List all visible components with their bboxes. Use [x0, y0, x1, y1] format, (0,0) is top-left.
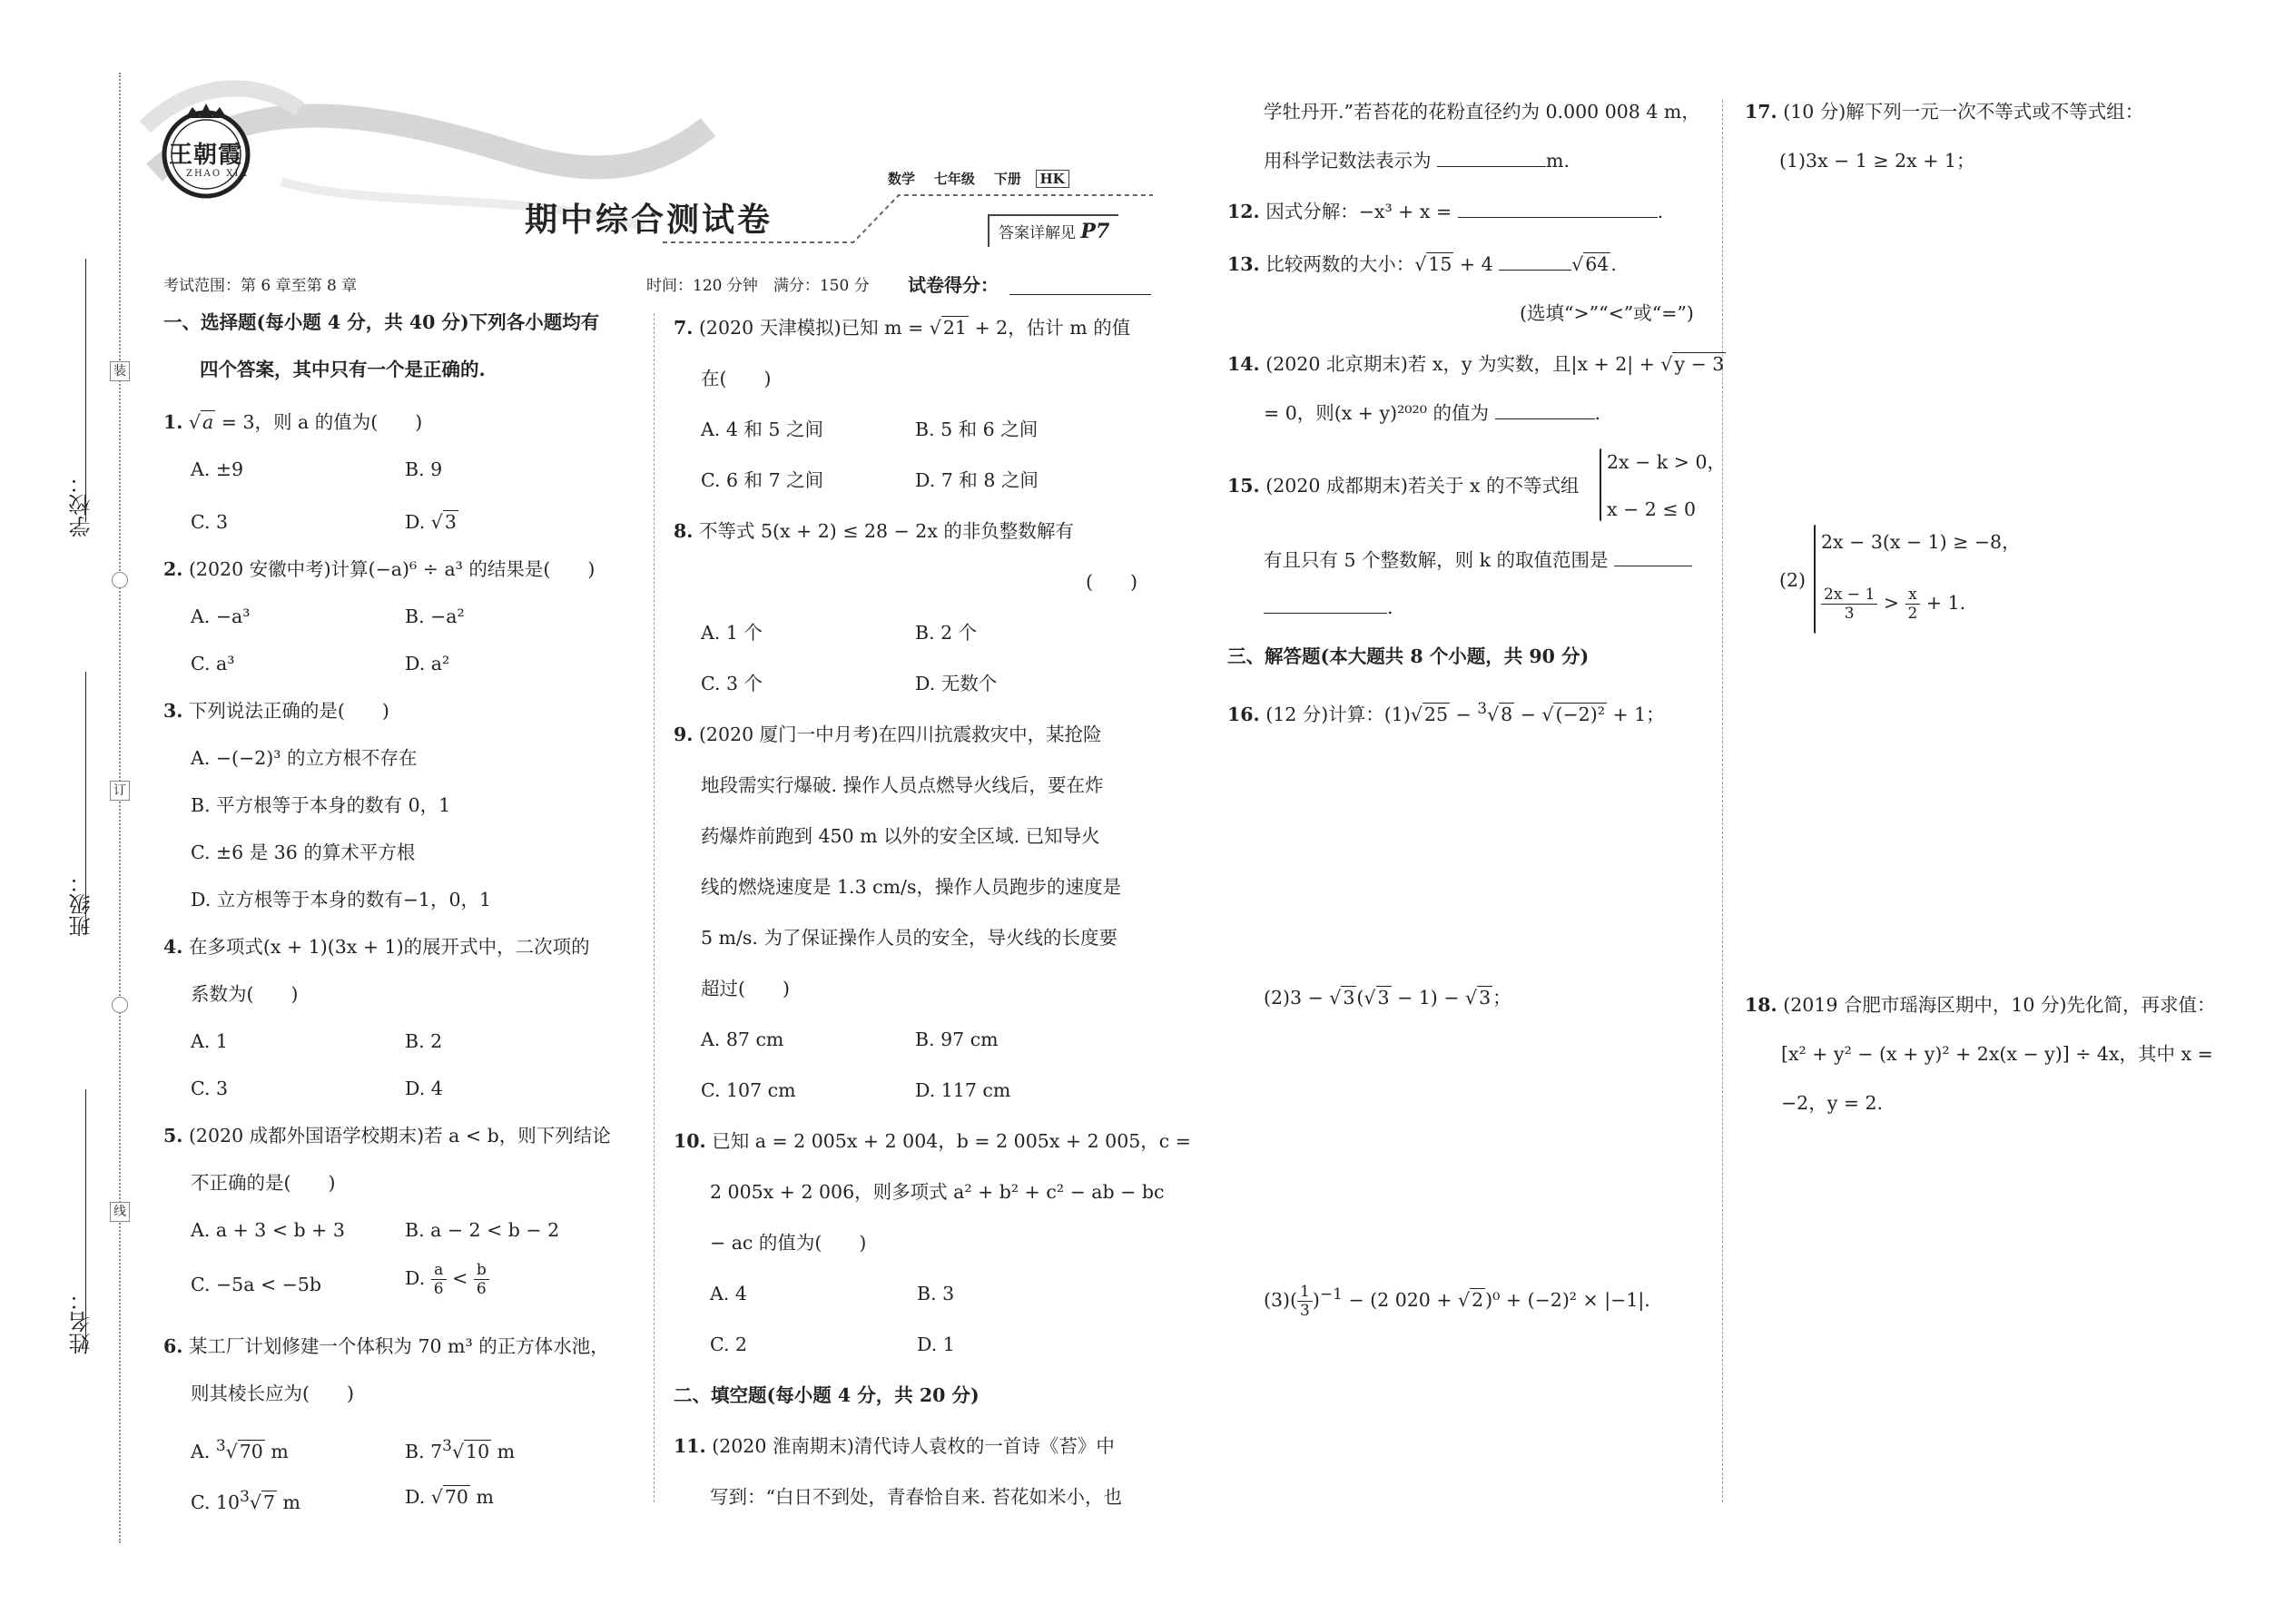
question-4: [163, 935, 590, 959]
q17-inequality-1: 2x − 3(x − 1) ≥ −8，: [1821, 531, 2021, 553]
answer-reference: [988, 214, 1118, 247]
q12-number: 12.: [1227, 201, 1260, 222]
q15-text-cont-2: [1264, 595, 1393, 619]
q14-number: 14.: [1227, 353, 1260, 375]
q11-text-line: 写到：“白日不到处，青春恰自来. 苔花如米小，也: [710, 1486, 1123, 1508]
q9-text-line: 超过( ): [701, 978, 790, 999]
q4-text: 在多项式(x + 1)(3x + 1)的展开式中，二次项的: [188, 936, 590, 958]
q8-option-d[interactable]: D. 无数个: [915, 673, 998, 694]
q16-p3-den: 3: [1300, 1301, 1310, 1320]
q16-p1-index: 3: [1477, 700, 1488, 718]
q5-d-num2: b: [474, 1261, 489, 1280]
question-10: [674, 1129, 1191, 1153]
name-label: 姓名：: [69, 1289, 94, 1354]
q6-number: 6.: [163, 1335, 183, 1357]
q16-p1-minus: −: [1450, 703, 1478, 725]
q9-text-line: (2020 厦门一中月考)在四川抗震救灾中，某抢险: [698, 723, 1102, 745]
q10-number: 10.: [674, 1130, 706, 1152]
q16-p2-paren: (: [1356, 987, 1364, 1009]
q16-p3-label: (3): [1264, 1288, 1291, 1311]
q13-mid: + 4: [1453, 253, 1493, 275]
logo-text: 王朝霞: [169, 142, 243, 169]
q6-option-d[interactable]: D. √70 m: [405, 1486, 494, 1508]
time-score: 时间：120 分钟 满分：150 分: [646, 277, 870, 295]
q11-answer-blank[interactable]: [1437, 166, 1546, 167]
q7-text: (2020 天津模拟)已知 m =: [698, 317, 930, 339]
q15-inequality-2: x − 2 ≤ 0: [1607, 498, 1697, 520]
q6-b-index: 3: [442, 1437, 452, 1455]
q7-option-c[interactable]: C. 6 和 7 之间: [701, 469, 824, 491]
q16-p1-label: (12 分)计算：(1): [1265, 703, 1411, 725]
q18-number: 18.: [1745, 994, 1777, 1016]
seal-circle-2: [112, 997, 128, 1013]
q7-number: 7.: [674, 317, 694, 339]
q6-a-unit: m: [264, 1440, 289, 1462]
binding-line: [119, 73, 121, 1543]
q1-text: = 3，则 a 的值为( ): [215, 411, 423, 433]
q6-a-index: 3: [215, 1437, 226, 1455]
q4-option-b[interactable]: B. 2: [405, 1030, 443, 1052]
q8-option-c[interactable]: C. 3 个: [701, 673, 763, 694]
section-3-heading: 三、解答题(本大题共 8 个小题，共 90 分): [1227, 645, 1590, 667]
q4-option-c[interactable]: C. 3: [191, 1078, 229, 1099]
q2-option-c[interactable]: C. a³: [191, 653, 235, 674]
q10-text-line: − ac 的值为( ): [710, 1232, 867, 1254]
q13-radicand-2: 64: [1585, 253, 1610, 275]
q9-number: 9.: [674, 723, 694, 745]
q8-option-a[interactable]: A. 1 个: [701, 622, 763, 644]
q12-text: 因式分解：−x³ + x =: [1265, 201, 1452, 222]
q13-radicand-1: 15: [1428, 253, 1452, 275]
q16-p2-rad2: 3: [1377, 987, 1390, 1009]
q7-text-cont: 在( ): [701, 368, 772, 389]
q4-text-cont: 系数为( ): [191, 983, 299, 1005]
seal-mark-3: 线: [110, 1202, 130, 1222]
question-18: [1745, 993, 2216, 1017]
q6-text: 某工厂计划修建一个体积为 70 m³ 的正方体水池，: [188, 1335, 609, 1357]
q17-num2: x: [1905, 586, 1921, 605]
q2-option-b[interactable]: B. −a²: [405, 605, 465, 627]
q14-text-cont: [1264, 401, 1600, 425]
seal-mark-1: 装: [110, 361, 130, 381]
q13-number: 13.: [1227, 253, 1260, 275]
q8-option-b[interactable]: B. 2 个: [915, 622, 978, 644]
q16-p1-end: + 1；: [1606, 703, 1665, 725]
q13-text: 比较两数的大小：: [1265, 253, 1415, 275]
q5-option-a[interactable]: A. a + 3 < b + 3: [191, 1219, 345, 1241]
q5-option-c[interactable]: C. −5a < −5b: [191, 1274, 321, 1295]
q6-b-unit: m: [491, 1440, 516, 1462]
q17-brace: [1814, 525, 1816, 634]
q6-b-radicand: 10: [466, 1440, 490, 1462]
q10-option-a[interactable]: A. 4: [710, 1283, 747, 1304]
school-label: 学校：: [69, 472, 94, 537]
q8-number: 8.: [674, 520, 694, 542]
q17-part-1: (1)3x − 1 ≥ 2x + 1；: [1779, 150, 1975, 172]
q1-option-d[interactable]: D. √3: [405, 511, 457, 533]
q5-number: 5.: [163, 1125, 183, 1147]
q10-option-b[interactable]: B. 3: [917, 1283, 955, 1304]
seal-circle-1: [112, 572, 128, 588]
q8-paren: ( ): [1086, 571, 1137, 593]
q5-option-d[interactable]: [405, 1260, 489, 1298]
score-label: 试卷得分：: [908, 274, 999, 296]
q15-text-b: 有且只有 5 个整数解，则 k 的取值范围是: [1264, 549, 1609, 571]
q17-gt: >: [1883, 592, 1899, 614]
question-11: [674, 1434, 1115, 1458]
q6-d-label: D.: [405, 1486, 431, 1508]
q5-text-cont: 不正确的是( ): [191, 1172, 336, 1194]
question-13: 13. 比较两数的大小：√15 + 4 √64.: [1227, 253, 1617, 275]
q12-end: .: [1657, 201, 1664, 222]
q7-option-d[interactable]: D. 7 和 8 之间: [915, 469, 1039, 491]
question-9: [674, 723, 1102, 746]
q11-text-line: 用科学记数法表示为: [1264, 150, 1432, 172]
q9-option-c[interactable]: C. 107 cm: [701, 1079, 796, 1101]
q17-text: (10 分)解下列一元一次不等式或不等式组：: [1783, 101, 2144, 123]
q10-option-d[interactable]: D. 1: [917, 1334, 955, 1355]
q16-p2-end: ；: [1492, 987, 1511, 1009]
q4-number: 4.: [163, 936, 183, 958]
q3-number: 3.: [163, 700, 183, 722]
q5-d-den1: 6: [433, 1280, 444, 1298]
q16-p1-rad2: 8: [1501, 703, 1513, 725]
q6-d-radicand: 70: [444, 1486, 468, 1508]
q9-text-line: 线的燃烧速度是 1.3 cm/s，操作人员跑步的速度是: [701, 876, 1121, 898]
question-16-part-1: 16. (12 分)计算：(1)√25 − $^3$√8 − √(−2)² + 1；: [1227, 700, 1665, 725]
q13-answer-blank[interactable]: [1499, 270, 1571, 271]
q9-text-line: 5 m/s. 为了保证操作人员的安全，导火线的长度要: [701, 927, 1117, 949]
q10-option-c[interactable]: C. 2: [710, 1334, 748, 1355]
q16-p2-mid: − 1) −: [1391, 987, 1466, 1009]
column-separator-2: [1722, 100, 1723, 1502]
q2-text: (2020 安徽中考)计算(−a)⁶ ÷ a³ 的结果是( ): [188, 558, 596, 580]
q16-p3-exp: −1: [1319, 1285, 1343, 1304]
q2-number: 2.: [163, 558, 183, 580]
school-line[interactable]: [85, 259, 86, 522]
q11-text-line: 学牡丹开.”若苔花的花粉直径约为 0.000 008 4 m，: [1264, 101, 1700, 123]
q6-d-unit: m: [469, 1486, 494, 1508]
question-3: [163, 699, 389, 723]
q11-unit: m.: [1546, 150, 1570, 172]
question-14: 14. (2020 北京期末)若 x，y 为实数，且|x + 2| + √y − 3: [1227, 353, 1725, 375]
page-title: 期中综合测试卷: [525, 201, 773, 239]
q1-d-radicand: 3: [444, 511, 457, 533]
answer-ref-label: 答案详解见: [999, 224, 1076, 242]
q15-end: .: [1387, 596, 1393, 618]
q1-option-a[interactable]: A. ±9: [191, 458, 244, 480]
q2-option-a[interactable]: A. −a³: [191, 605, 251, 627]
q5-text: (2020 成都外国语学校期末)若 a < b，则下列结论: [188, 1125, 611, 1147]
q16-number: 16.: [1227, 703, 1260, 725]
q6-option-a[interactable]: A. $^3$√70 m: [191, 1437, 289, 1462]
q4-option-d[interactable]: D. 4: [405, 1078, 443, 1099]
q6-b-label: B. 7: [405, 1440, 443, 1462]
q15-text: (2020 成都期末)若关于 x 的不等式组: [1265, 475, 1580, 497]
q6-c-radicand: 7: [262, 1491, 276, 1513]
q6-a-radicand: 70: [239, 1440, 263, 1462]
q17-number: 17.: [1745, 101, 1777, 123]
question-16-part-3: (3)( $\frac{1}{3}$ )$^{-1}$ − (2 020 + √2)⁰ + (−2)² × |−1|.: [1264, 1282, 1650, 1320]
q16-p3-mid: − (2 020 +: [1342, 1288, 1459, 1311]
q1-number: 1.: [163, 411, 183, 433]
class-label: 班级：: [69, 871, 94, 937]
q13-end: .: [1610, 253, 1617, 275]
q3-option-c[interactable]: C. ±6 是 36 的算术平方根: [191, 842, 416, 863]
tag-subject: 数学: [888, 171, 916, 187]
q15-inequality-1: 2x − k > 0，: [1607, 451, 1726, 473]
tag-volume: 下册: [993, 171, 1021, 187]
q17-den1: 3: [1844, 605, 1855, 623]
q14-radicand: y − 3: [1674, 353, 1725, 375]
logo-subtext: ZHAO XIA: [186, 169, 249, 179]
q5-d-num1: a: [431, 1261, 447, 1280]
q5-option-b[interactable]: B. a − 2 < b − 2: [405, 1219, 560, 1241]
q17-tail: + 1.: [1925, 592, 1966, 614]
q3-text: 下列说法正确的是( ): [188, 700, 389, 722]
q7-option-a[interactable]: A. 4 和 5 之间: [701, 418, 823, 440]
q16-p1-minus2: −: [1514, 703, 1542, 725]
q10-text-line: 已知 a = 2 005x + 2 004，b = 2 005x + 2 005，c =: [712, 1130, 1191, 1152]
q6-c-label: C. 10: [191, 1491, 241, 1513]
q9-option-d[interactable]: D. 117 cm: [915, 1079, 1011, 1101]
q12-answer-blank[interactable]: [1458, 217, 1658, 218]
q17-part-2-label: (2): [1779, 569, 1807, 591]
section-2-heading: 二、填空题(每小题 4 分，共 20 分): [674, 1384, 980, 1406]
q13-hint: (选填“>”“<”或“=”): [1520, 302, 1694, 324]
q9-text-line: 地段需实行爆破. 操作人员点燃导火线后，要在炸: [701, 774, 1104, 796]
q2-option-d[interactable]: D. a²: [405, 653, 450, 674]
question-12: [1227, 200, 1663, 223]
q7-option-b[interactable]: B. 5 和 6 之间: [915, 418, 1039, 440]
q16-p3-num: 1: [1297, 1283, 1313, 1302]
q16-p3-end: )⁰ + (−2)² × |−1|.: [1485, 1288, 1650, 1311]
q1-option-c[interactable]: C. 3: [191, 511, 229, 533]
q3-option-d[interactable]: D. 立方根等于本身的数有−1，0，1: [191, 889, 492, 910]
q16-p1-rad1: 25: [1423, 703, 1449, 725]
q18-text-line: [x² + y² − (x + y)² + 2x(x − y)] ÷ 4x，其中 x =: [1781, 1043, 2213, 1065]
q9-text-line: 药爆炸前跑到 450 m 以外的安全区域. 已知导火: [701, 825, 1100, 847]
q11-blank-line: [1264, 149, 1570, 172]
q1-radicand: a: [202, 411, 214, 433]
section-1-heading-cont: 四个答案，其中只有一个是正确的.: [200, 359, 486, 380]
question-6: [163, 1334, 609, 1358]
q6-c-index: 3: [240, 1488, 250, 1506]
q10-text-line: 2 005x + 2 006，则多项式 a² + b² + c² − ab − bc: [710, 1181, 1165, 1203]
q18-text-line: (2019 合肥市瑶海区期中，10 分)先化简，再求值：: [1783, 994, 2216, 1016]
q7-text-post: + 2，估计 m 的值: [968, 317, 1131, 339]
q14-end: .: [1594, 402, 1601, 424]
q7-radicand: 21: [942, 317, 967, 339]
question-2: [163, 557, 595, 581]
exam-scope: 考试范围：第 6 章至第 8 章: [163, 277, 358, 295]
q14-answer-blank[interactable]: [1495, 418, 1595, 419]
seal-mark-2: 订: [110, 781, 130, 801]
question-16-part-2: (2)3 − √3(√3 − 1) − √3；: [1264, 987, 1511, 1009]
q15-brace: [1600, 448, 1601, 521]
q11-number: 11.: [674, 1435, 706, 1457]
q15-number: 15.: [1227, 475, 1260, 497]
class-line[interactable]: [85, 672, 86, 935]
section-1-heading: 一、选择题(每小题 4 分，共 40 分)下列各小题均有: [163, 311, 600, 333]
answer-page: P7: [1080, 220, 1110, 243]
q16-p2-label: (2)3 −: [1264, 987, 1330, 1009]
q15-answer-blank-2[interactable]: [1264, 613, 1387, 614]
q1-option-b[interactable]: B. 9: [405, 458, 443, 480]
q6-c-unit: m: [277, 1491, 300, 1513]
question-15: [1227, 474, 1579, 497]
tag-edition: HK: [1036, 170, 1069, 188]
score-blank[interactable]: [1009, 294, 1151, 295]
q5-d-lt: <: [452, 1267, 468, 1289]
question-17: [1745, 100, 2143, 123]
subject-tags: [888, 169, 1069, 188]
q16-p3-rad: 2: [1472, 1288, 1484, 1311]
q18-text-line: −2，y = 2.: [1781, 1092, 1884, 1114]
q3-option-a[interactable]: A. −(−2)³ 的立方根不存在: [191, 747, 418, 769]
name-line[interactable]: [85, 1089, 86, 1353]
tag-grade: 七年级: [933, 171, 975, 187]
q5-d-den2: 6: [476, 1280, 487, 1298]
q16-p2-rad1: 3: [1343, 987, 1355, 1009]
question-7: 7. (2020 天津模拟)已知 m = √21 + 2，估计 m 的值: [674, 317, 1131, 339]
q9-option-a[interactable]: A. 87 cm: [701, 1029, 784, 1050]
q15-text-cont: [1264, 548, 1692, 572]
q14-text-b: = 0，则(x + y)²⁰²⁰ 的值为: [1264, 402, 1489, 424]
question-8: [674, 519, 1074, 543]
q8-text: 不等式 5(x + 2) ≤ 28 − 2x 的非负整数解有: [698, 520, 1074, 542]
q5-d-label: D.: [405, 1267, 426, 1289]
q1-d-label: D.: [405, 511, 431, 533]
q6-a-label: A.: [191, 1440, 216, 1462]
question-5: [163, 1124, 611, 1147]
q14-text: (2020 北京期末)若 x，y 为实数，且|x + 2| +: [1265, 353, 1661, 375]
column-separator-1: [654, 313, 655, 1502]
q17-num1: 2x − 1: [1821, 586, 1877, 605]
question-1: 1. √a = 3，则 a 的值为( ): [163, 411, 423, 433]
q6-option-c[interactable]: C. $10^3√7$ m: [191, 1488, 300, 1513]
q16-p1-rad3: (−2)²: [1555, 703, 1605, 725]
q9-option-b[interactable]: B. 97 cm: [915, 1029, 999, 1050]
q11-text-line: (2020 淮南期末)清代诗人袁枚的一首诗《苔》中: [712, 1435, 1115, 1457]
q4-option-a[interactable]: A. 1: [191, 1030, 228, 1052]
q16-p2-rad3: 3: [1479, 987, 1492, 1009]
q6-option-b[interactable]: B. $7^3√10$ m: [405, 1437, 516, 1462]
q17-den2: 2: [1907, 605, 1918, 623]
q6-text-cont: 则其棱长应为( ): [191, 1383, 354, 1404]
q3-option-b[interactable]: B. 平方根等于本身的数有 0，1: [191, 794, 451, 816]
q17-inequality-2: [1821, 585, 1965, 623]
